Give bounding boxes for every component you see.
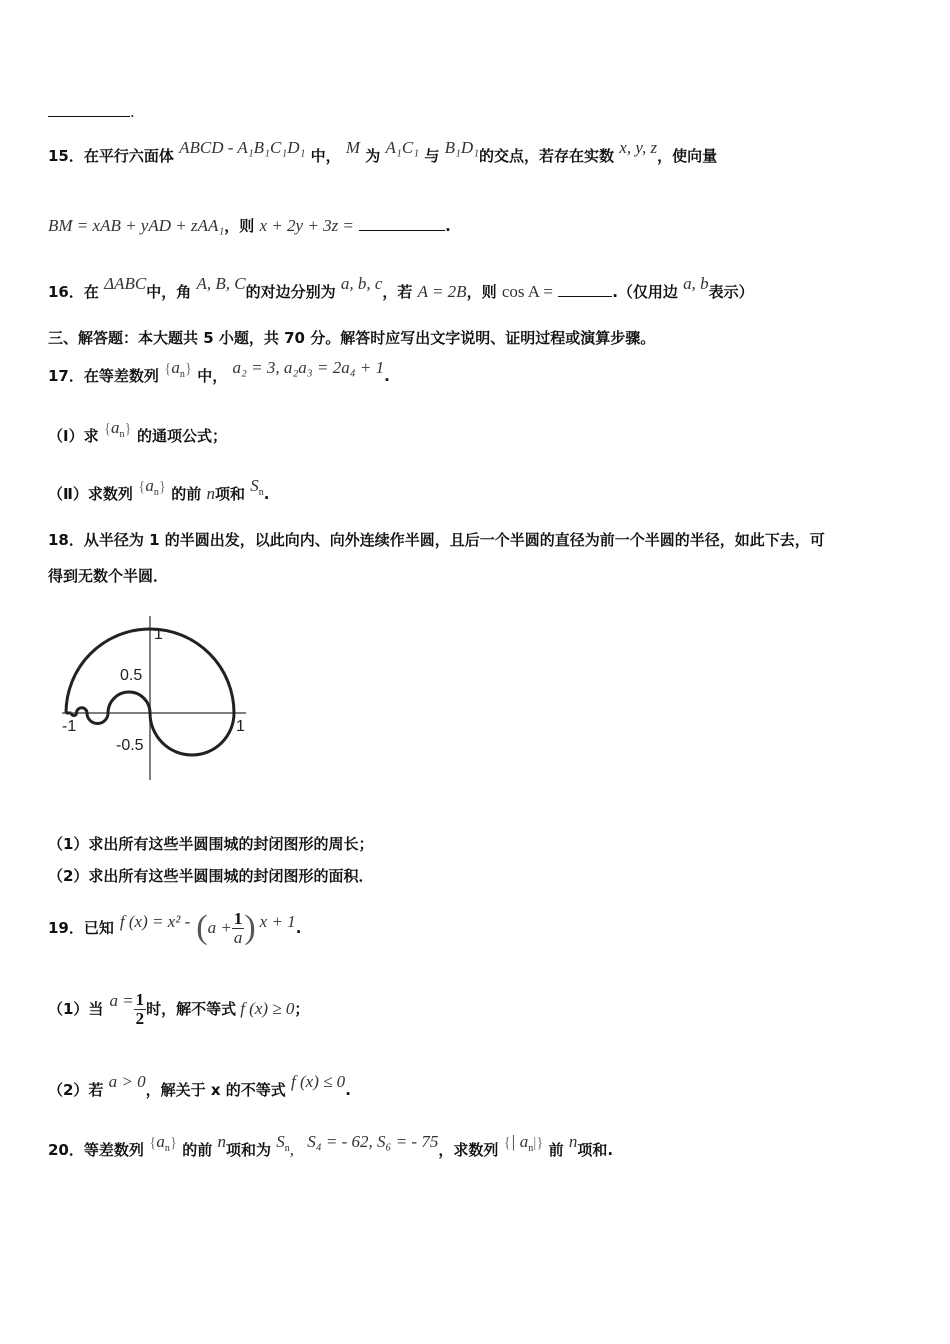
tick-y-neg0.5: -0.5 <box>116 737 144 754</box>
question-18-part-2: （2）求出所有这些半圆围城的封闭图形的面积． <box>48 867 374 885</box>
question-19: 19． 已知 f (x) = x² - ( a + $\frac{1}{a}$ ) x + 1 . <box>48 908 302 947</box>
answer-blank <box>359 216 445 231</box>
question-15: 15．在平行六面体 ABCD - A₁B₁C₁D₁ 中， M 为 A₁C₁ 与 B₁D₁的交点，若存在实数 x, y, z，使向量 <box>48 138 718 165</box>
tick-x-neg1: -1 <box>62 718 77 735</box>
semicircle-r0.125 <box>87 713 108 724</box>
question-18-part-1: （1）求出所有这些半圆围城的封闭图形的周长； <box>48 835 374 853</box>
section-header: 三、解答题：本大题共 5 小题，共 70 分。解答时应写出文字说明、证明过程或演算步骤。 <box>48 329 656 347</box>
question-19-part-1: （1）当 a = $\frac{1}{2}$ 时，解不等式 f (x) ≥ 0 ； <box>48 989 310 1028</box>
fraction-1-over-2: $\frac{1}{2}$ <box>135 989 145 1028</box>
question-18-line-2: 得到无数个半圆． <box>48 567 169 585</box>
tick-y-0.5: 0.5 <box>120 667 143 684</box>
question-16: 16．在 ΔABC中，角 A, B, C的对边分别为 a, b, c，若 A = 2B，则 cos A = .（仅用边 a, b表示） <box>48 274 754 301</box>
question-17: 17．在等差数列 $\{a_n\}$ 中， a₂ = 3, a₂a₃ = 2a₄ + 1. <box>48 358 390 385</box>
answer-blank <box>48 102 130 117</box>
question-17-part-1: （Ⅰ）求 $\{a_n\}$ 的通项公式； <box>48 418 227 445</box>
function-definition: f (x) = x² - <box>119 912 191 931</box>
top-answer-line: . <box>48 102 135 122</box>
tick-x-1: 1 <box>236 718 245 735</box>
question-19-part-2: （2）若 a > 0，解关于 x 的不等式 f (x) ≤ 0. <box>48 1072 351 1099</box>
semicircle-r0.25 <box>108 692 150 713</box>
math-parallelepiped: ABCD - A₁B₁C₁D₁ <box>179 138 306 157</box>
semicircle-r0.0625 <box>77 708 88 713</box>
question-17-part-2: （Ⅱ）求数列 $\{a_n\}$ 的前 n项和 $S^n$. <box>48 476 270 503</box>
fraction-1-over-a: $\frac{1}{a}$ <box>233 908 243 947</box>
semicircle-figure <box>58 612 250 784</box>
question-18-line-1: 18．从半径为 1 的半圆出发，以此向内、向外连续作半圆，且后一个半圆的直径为前一个半圆的半径，如此下去，可 <box>48 531 825 549</box>
semicircle-r0.5 <box>150 713 234 755</box>
question-20: 20．等差数列 $\{a_n\}$ 的前 n项和为 $S^n$, S₄ = - 62, S₆ = - 75，求数列 {| $a_n|$} 前 n项和. <box>48 1132 614 1159</box>
question-15-vector-equation: BM = xAB + yAD + zAA₁，则 x + 2y + 3z = . <box>48 216 451 235</box>
tick-y-1: 1 <box>154 626 163 643</box>
answer-blank <box>558 282 612 297</box>
sequence-a: $\{a_n\}$ <box>164 358 193 380</box>
